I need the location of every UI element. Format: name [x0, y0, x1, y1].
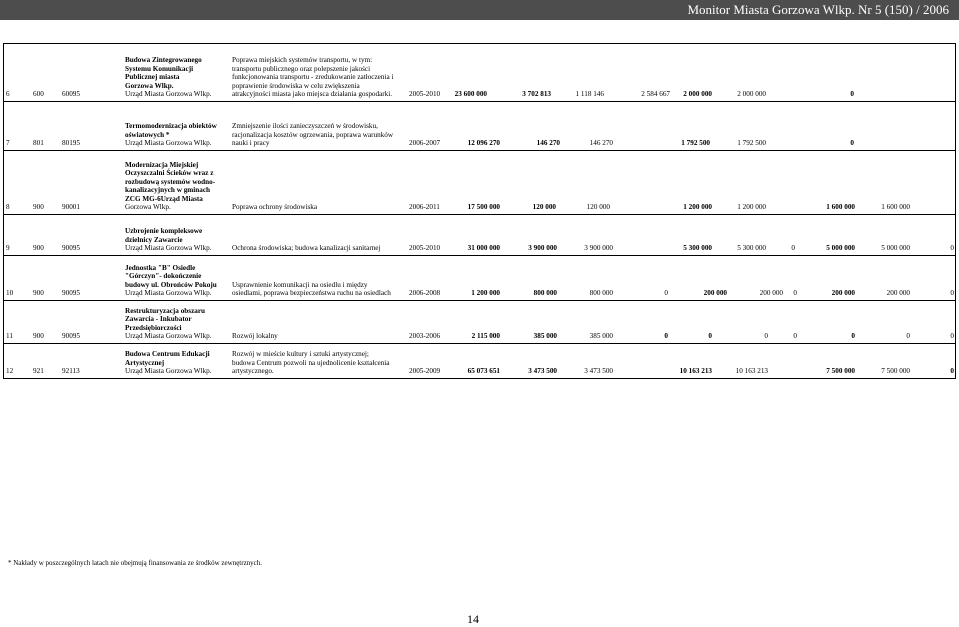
project-name-line: rozbudową systemów wodno- [125, 177, 216, 186]
executing-unit: Urząd Miasta Gorzowa Wlkp. [125, 332, 212, 340]
realization-period: 2003-2006 [409, 332, 441, 340]
amount-cell: 5 300 000 [683, 244, 712, 252]
amount-cell: 0 [950, 367, 954, 375]
row-number: 12 [6, 367, 14, 375]
page-number: 14 [467, 612, 479, 626]
amount-cell: 3 900 000 [584, 244, 613, 252]
section-code: 600 [33, 90, 44, 98]
row-number: 6 [6, 90, 10, 98]
project-name-line: kanalizacyjnych w gminach [125, 186, 211, 195]
project-name-line: oświatowych * [125, 130, 170, 139]
project-name-line: Termomodernizacja obiektów [125, 122, 217, 131]
goal-line: Rozwój lokalny [232, 332, 278, 340]
section-code: 900 [33, 244, 44, 252]
realization-period: 2006-2007 [409, 139, 441, 147]
executing-unit: Urząd Miasta Gorzowa Wlkp. [125, 367, 212, 375]
amount-cell: 17 500 000 [467, 203, 500, 211]
executing-unit: Gorzowa Wlkp. [125, 203, 171, 211]
amount-cell: 146 270 [536, 139, 560, 147]
chapter-code: 80195 [62, 139, 80, 147]
goal-line: Poprawa miejskich systemów transportu, w tym: [232, 56, 373, 65]
chapter-code: 90095 [62, 289, 80, 297]
row-separator [3, 150, 956, 151]
amount-cell: 0 [708, 332, 712, 340]
realization-period: 2006-2011 [409, 203, 440, 211]
amount-cell: 0 [950, 332, 954, 340]
table-right-rule [955, 43, 956, 378]
row-number: 7 [6, 139, 10, 147]
amount-cell: 0 [793, 332, 797, 340]
row-number: 10 [6, 289, 14, 297]
amount-cell: 7 500 000 [826, 367, 855, 375]
table-top-rule [3, 43, 956, 44]
goal-line: Usprawnienie komunikacji na osiedlu i między [232, 280, 368, 289]
executing-unit: Urząd Miasta Gorzowa Wlkp. [125, 90, 212, 98]
project-name-line: Budowa Zintegrowanego [125, 56, 202, 65]
amount-cell: 1 200 000 [737, 203, 766, 211]
amount-cell: 0 [950, 289, 954, 297]
amount-cell: 800 000 [589, 289, 613, 297]
amount-cell: 200 000 [759, 289, 783, 297]
amount-cell: 1 792 500 [737, 139, 766, 147]
amount-cell: 146 270 [589, 139, 613, 147]
amount-cell: 2 000 000 [683, 90, 712, 98]
section-code: 921 [33, 367, 44, 375]
amount-cell: 10 163 213 [679, 367, 712, 375]
amount-cell: 0 [950, 244, 954, 252]
amount-cell: 1 118 146 [575, 90, 604, 98]
project-name-line: Uzbrojenie kompleksowe [125, 227, 203, 236]
project-name-line: Artystycznej [125, 358, 165, 367]
amount-cell: 0 [664, 332, 668, 340]
amount-cell: 12 096 270 [467, 139, 500, 147]
amount-cell: 120 000 [586, 203, 610, 211]
realization-period: 2005-2009 [409, 367, 441, 375]
amount-cell: 1 200 000 [471, 289, 500, 297]
executing-unit: Urząd Miasta Gorzowa Wlkp. [125, 289, 212, 297]
project-name-line: Publicznej miasta [125, 73, 180, 82]
amount-cell: 385 000 [589, 332, 613, 340]
project-name-line: Jednostka "B" Osiedle [125, 263, 196, 272]
project-name-line: Restrukturyzacja obszaru [125, 306, 206, 315]
amount-cell: 0 [906, 332, 910, 340]
amount-cell: 3 900 000 [528, 244, 557, 252]
section-code: 900 [33, 203, 44, 211]
amount-cell: 200 000 [831, 289, 855, 297]
goal-line: racjonalizacja kosztów ogrzewania, poprawa warunków [232, 130, 394, 139]
amount-cell: 0 [793, 289, 797, 297]
realization-period: 2006-2008 [409, 289, 441, 297]
project-name-line: dzielnicy Zawarcie [125, 235, 183, 244]
goal-line: transportu publicznego oraz polepszenie jakości [232, 64, 371, 73]
project-name-line: "Górczyn"- dokończenie [125, 272, 202, 281]
amount-cell: 10 163 213 [735, 367, 768, 375]
chapter-code: 90095 [62, 332, 80, 340]
amount-cell: 200 000 [703, 289, 727, 297]
amount-cell: 65 073 651 [467, 367, 500, 375]
project-name-line: Budowa Centrum Edukacji [125, 350, 210, 359]
project-name-line: Oczyszczalni Ścieków wraz z [125, 169, 214, 178]
row-separator [3, 101, 956, 102]
row-number: 11 [6, 332, 13, 340]
amount-cell: 0 [664, 289, 668, 297]
section-code: 801 [33, 139, 44, 147]
chapter-code: 90001 [62, 203, 80, 211]
goal-line: osiedlami, poprawa bezpieczeństwa ruchu na osiedlach [232, 289, 391, 297]
project-name-line: Gorzowa Wlkp. [125, 81, 174, 90]
amount-cell: 2 000 000 [737, 90, 766, 98]
goal-line: Poprawa ochrony środowiska [232, 203, 318, 211]
amount-cell: 5 000 000 [881, 244, 910, 252]
row-separator [3, 378, 956, 379]
goal-line: budowa Centrum pozwoli na ujednolicenie kształcenia [232, 358, 390, 367]
goal-line: artystycznego. [232, 367, 274, 375]
amount-cell: 0 [851, 332, 855, 340]
amount-cell: 0 [850, 139, 854, 147]
header-banner [0, 0, 959, 20]
project-name-line: Zawarcia - Inkubator [125, 315, 192, 324]
row-number: 9 [6, 244, 10, 252]
amount-cell: 2 115 000 [471, 332, 500, 340]
goal-line: Ochrona środowiska; budowa kanalizacji sanitarnej [232, 244, 381, 252]
executing-unit: Urząd Miasta Gorzowa Wlkp. [125, 139, 212, 147]
amount-cell: 120 000 [532, 203, 556, 211]
goal-line: Rozwój w mieście kultury i sztuki artystycznej; [232, 350, 369, 359]
amount-cell: 5 000 000 [826, 244, 855, 252]
realization-period: 2005-2010 [409, 90, 441, 98]
amount-cell: 3 702 813 [522, 90, 551, 98]
project-name-line: ZCG MG-6Urząd Miasta [125, 194, 203, 203]
amount-cell: 1 200 000 [683, 203, 712, 211]
amount-cell: 23 600 000 [454, 90, 487, 98]
row-number: 8 [6, 203, 10, 211]
goal-line: atrakcyjności miasta jako miejsca działania gospodarki. [232, 90, 393, 98]
row-separator [3, 255, 956, 256]
amount-cell: 0 [850, 90, 854, 98]
section-code: 900 [33, 289, 44, 297]
amount-cell: 0 [764, 332, 768, 340]
amount-cell: 385 000 [533, 332, 557, 340]
amount-cell: 5 300 000 [737, 244, 766, 252]
project-name-line: Przedsiębiorczości [125, 323, 182, 332]
amount-cell: 1 600 000 [826, 203, 855, 211]
chapter-code: 60095 [62, 90, 80, 98]
amount-cell: 3 473 500 [528, 367, 557, 375]
amount-cell: 31 000 000 [467, 244, 500, 252]
goal-line: funkcjonowania transportu - zredukowanie zatłoczenia i [232, 73, 394, 82]
section-code: 900 [33, 332, 44, 340]
project-name-line: Systemu Komunikacji [125, 64, 194, 73]
amount-cell: 1 792 500 [681, 139, 710, 147]
goal-line: poprawienie środowiska w celu zwiększenia [232, 81, 360, 90]
project-name-line: budowy ul. Obrońców Pokoju [125, 280, 217, 289]
goal-line: Zmniejszenie ilości zanieczyszczeń w środowisku, [232, 122, 378, 131]
amount-cell: 7 500 000 [881, 367, 910, 375]
chapter-code: 92113 [62, 367, 80, 375]
row-separator [3, 300, 956, 301]
amount-cell: 200 000 [886, 289, 910, 297]
realization-period: 2005-2010 [409, 244, 441, 252]
goal-line: nauki i pracy [232, 139, 270, 147]
footnote: * Nakłady w poszczególnych latach nie obejmują finansowania ze środków zewnętrznych. [8, 559, 263, 567]
executing-unit: Urząd Miasta Gorzowa Wlkp. [125, 244, 212, 252]
publication-title: Monitor Miasta Gorzowa Wlkp. Nr 5 (150) / 2006 [687, 2, 949, 17]
amount-cell: 1 600 000 [881, 203, 910, 211]
table-left-rule [3, 43, 4, 378]
project-name-line: Modernizacja Miejskiej [125, 161, 199, 169]
amount-cell: 800 000 [533, 289, 557, 297]
amount-cell: 3 473 500 [584, 367, 613, 375]
amount-cell: 0 [791, 244, 795, 252]
amount-cell: 2 584 667 [641, 90, 670, 98]
chapter-code: 90095 [62, 244, 80, 252]
row-separator [3, 214, 956, 215]
row-separator [3, 343, 956, 344]
